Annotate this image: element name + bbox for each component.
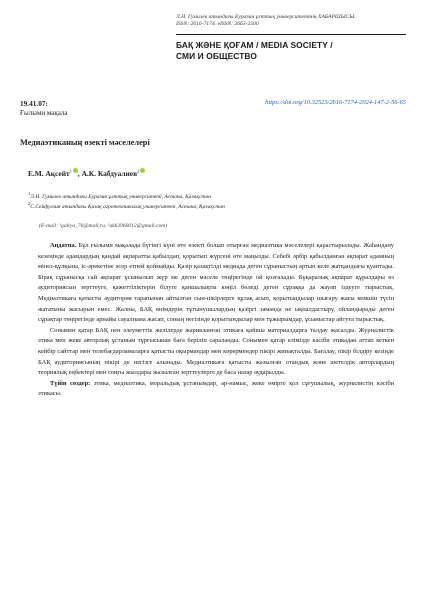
author-1: Е.М. Ақсейт <box>28 169 70 178</box>
section-heading <box>176 34 406 63</box>
affiliation-1 <box>28 191 211 200</box>
author-1-affil-mark: 1 <box>69 168 72 174</box>
abstract-paragraph-1 <box>38 241 394 326</box>
author-2: А.К. Кабдуалиев <box>81 169 138 178</box>
journal-name-line: Л.Н. Гумилев атындағы Еуразия ұлттық университетінің ХАБАРШЫСЫ. <box>176 14 356 20</box>
keywords-text: этика, медиаэтика, моральдық ұстанымдар, ар-намыс, жеке өмірге қол сұғушылық, журналистің кәсіби этикасы. <box>38 379 394 398</box>
udk-code: 19.41.07: <box>20 99 48 108</box>
affiliation-2-mark: 2 <box>28 201 31 206</box>
author-separator: , <box>77 169 82 178</box>
orcid-icon[interactable] <box>140 168 145 173</box>
keywords-label: Түйін сөздер: <box>50 379 91 387</box>
affiliation-2 <box>28 201 225 210</box>
author-line <box>28 168 145 178</box>
journal-issn-line: ISSN: 2616-7174. eISSN: 2663-2500 <box>176 20 259 27</box>
keywords-paragraph <box>38 379 394 400</box>
journal-header <box>176 14 406 63</box>
article-title: Медиаэтиканың өзекті мәселелері <box>20 138 150 147</box>
article-meta <box>20 99 406 117</box>
section-title-ru: СМИ И ОБЩЕСТВО <box>176 51 257 62</box>
author-emails: (E-mail: ¹galiya_76@mail.ru, ²akk3960012@gmail.com) <box>39 223 168 229</box>
doi-link[interactable]: https://doi.org/10.32523/2616-7174-2024-147-2-56-65 <box>265 99 406 106</box>
affiliation-2-text: С.Сейфуллин атындағы Қазақ агротехникалық университеті, Астана, Қазақстан <box>30 203 225 210</box>
affiliation-1-text: Л.Н. Гумилев атындағы Еуразия ұлттық университеті, Астана, Қазақстан <box>30 193 211 200</box>
section-title-kz: БАҚ ЖӘНЕ ҚОҒАМ / MEDIA SOCIETY / <box>176 39 333 50</box>
abstract-text-1: Бұл ғылыми мақалада бүгінгі күні өте өзекті болып отырған медиаэтика мәселелері қарастырылады. Жаһандану кезеңінде адамдардың қандай ақпаратты қабылдап, қорытып жүргені өте маңызды. Себебі әрбір қабылданған ақпарат адамның мінез-құлқына, іс-әрекетіне әсер етпей қоймайды. Қазір қазақтілді медиада деген сұраныстың артып келе жатқандығы қуантады. Бірақ сұранысқа сай ақпарат ұсынылып жүр ме деген мәселе төңірегінде ой қозғалады. Бұқаралық ақпарат құралдары өз аудиториясын зерттеуге, қажеттіліктерін білуге қаншалықты көңіл бөледі деген сұраққа да жауап іздеуге тырыстық. Медиаэтикаға қатысты аудитория тарапынан айтылған сын-пікірлерге құлақ асып, қорытындылар шығару жағы кемшін түсіп жататыны жасырын емес. Жалпы, БАҚ өнімдерін тұтынушылардың қазіргі заманда не ықпалдастыру, ойландырады деген сұрақтар төңірегінде арнайы сауалнама жасап, соның негізінде қорытындылар мен тұжырымдар, ұсыныстар айтуға тырыстық. <box>38 242 394 324</box>
abstract-paragraph-2: Сонымен қатар БАҚ пен әлеуметтік желілерде жарияланған этикаға қайшы материалдарға талдау жасалды. Журналистік этика мен жеке авторлық ұстаным тұрғысынан баға беріліп сараланды. Сонымен қатар еліміздe кәсіби этикадан аттап кеткен кейбір сайттар мен телебағдарламаларға қатысты оқырмандар мен көрермендер пікірі жинақталды. Бағалау, пікір білдіру кезінде БАҚ аудиториясының пікірі де негізге алынады. Медиаэтикаға қатысты жазылған отандық және шетелдік авторлардың теориялық еңбектері мен соңғы жылдары жазылған зерттеулерге де баса назар аударылды. <box>38 326 394 377</box>
abstract-label: Аңдатпа. <box>50 242 77 249</box>
affiliation-1-mark: 1 <box>28 191 31 196</box>
abstract <box>38 241 394 400</box>
author-2-affil-mark: 2 <box>137 168 140 174</box>
article-category: Ғылыми мақала <box>20 109 68 117</box>
